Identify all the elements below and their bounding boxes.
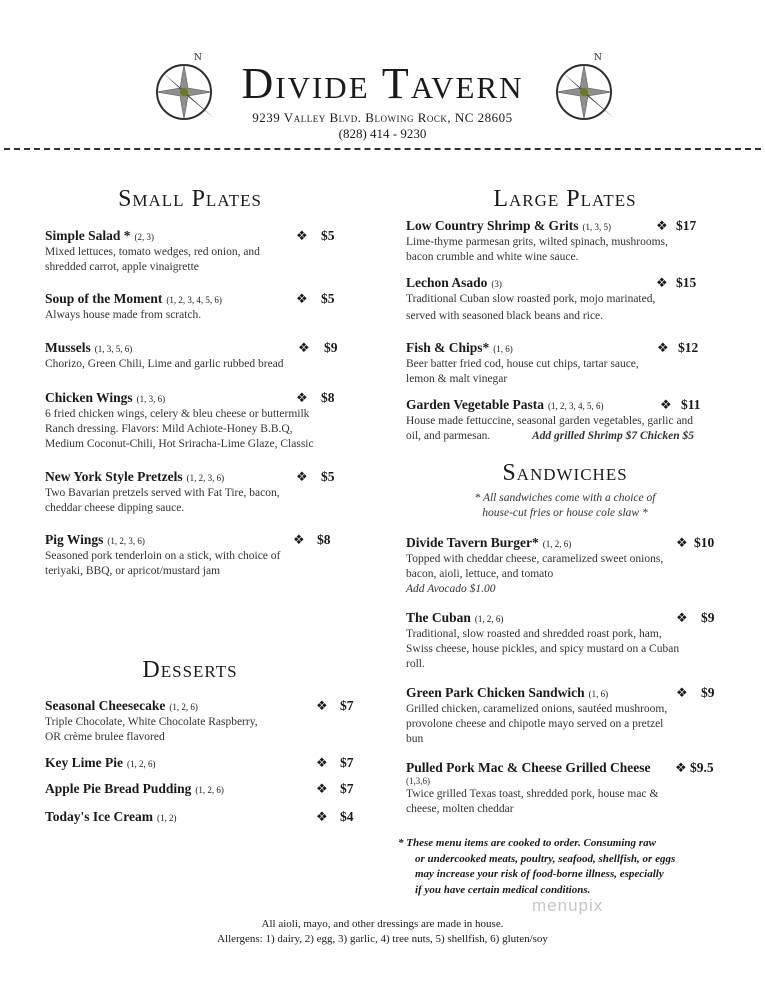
item-description: Always house made from scratch. — [45, 309, 202, 321]
item-description: lemon & malt vinegar — [406, 373, 508, 385]
sandwiches-note-line: * All sandwiches come with a choice of — [474, 492, 656, 504]
restaurant-title: Divide Tavern — [241, 59, 524, 108]
item-allergen-codes: (2, 3) — [134, 232, 155, 242]
item-price: $9 — [324, 340, 338, 355]
item-price: $9 — [701, 685, 715, 700]
disclaimer-line: * These menu items are cooked to order. Consuming raw — [398, 837, 656, 849]
large-plates-heading: Large Plates — [493, 186, 637, 212]
item-allergen-codes: (1, 3, 5) — [582, 222, 612, 232]
item-allergen-codes: (1, 2, 6) — [474, 614, 504, 624]
item-description: teriyaki, BBQ, or apricot/mustard jam — [45, 565, 221, 577]
sandwiches-note-line: house-cut fries or house cole slaw * — [482, 507, 648, 519]
diamond-bullet-icon: ❖ — [676, 610, 688, 625]
item-price: $12 — [678, 340, 699, 355]
item-description: cheese, molten cheddar — [406, 803, 514, 815]
diamond-bullet-icon: ❖ — [660, 397, 672, 412]
item-price: $5 — [321, 469, 335, 484]
item-name: Seasonal Cheesecake — [45, 698, 166, 713]
item-description: Mixed lettuces, tomato wedges, red onion, and — [45, 246, 260, 258]
item-description: roll. — [406, 658, 425, 670]
item-description: Seasoned pork tenderloin on a stick, with choice of — [45, 550, 281, 562]
item-description: Beer batter fried cod, house cut chips, tartar sauce, — [406, 358, 639, 370]
item-allergen-codes: (1, 6) — [493, 344, 513, 354]
diamond-bullet-icon: ❖ — [293, 532, 305, 547]
restaurant-address: 9239 Valley Blvd. Blowing Rock, NC 28605 — [252, 110, 513, 125]
item-price: $5 — [321, 291, 335, 306]
item-allergen-codes: (1, 6) — [588, 689, 609, 699]
item-allergen-codes: (1, 2, 6) — [195, 785, 224, 795]
watermark: menupix — [532, 896, 604, 915]
item-allergen-codes: (1, 2, 6) — [126, 759, 156, 769]
item-name: Soup of the Moment — [45, 291, 163, 306]
item-description: OR crème brulee flavored — [45, 731, 165, 743]
item-description: Medium Coconut-Chili, Hot Sriracha-Lime Glaze, Classic — [45, 438, 314, 450]
item-description: bacon crumble and white wine sauce. — [406, 251, 579, 263]
allergen-legend: Allergens: 1) dairy, 2) egg, 3) garlic, 4) tree nuts, 5) shellfish, 6) gluten/soy — [217, 933, 548, 945]
item-allergen-codes: (1, 3, 6) — [136, 394, 166, 404]
item-description: Ranch dressing. Flavors: Mild Achiote-Honey B.B.Q, — [45, 423, 293, 435]
item-description: provolone cheese and chipotle mayo served on a pretzel — [406, 718, 664, 730]
restaurant-phone: (828) 414 - 9230 — [338, 126, 427, 141]
item-description — [406, 429, 736, 444]
svg-text:N: N — [594, 53, 602, 63]
diamond-bullet-icon: ❖ — [675, 760, 687, 775]
item-allergen-codes: (1, 3, 5, 6) — [94, 344, 133, 354]
sandwiches-note — [410, 491, 720, 521]
item-name: Low Country Shrimp & Grits — [406, 218, 579, 233]
item-name: Garden Vegetable Pasta — [406, 397, 544, 412]
item-price: $8 — [317, 532, 331, 547]
diamond-bullet-icon: ❖ — [316, 755, 328, 770]
item-allergen-codes: (3) — [491, 279, 502, 289]
item-description: bun — [406, 733, 424, 745]
item-name: Fish & Chips* — [406, 340, 490, 355]
item-price: $7 — [340, 698, 354, 713]
item-description: shredded carrot, apple vinaigrette — [45, 261, 199, 273]
menu-item — [45, 809, 345, 826]
item-allergen-codes: (1, 2, 3, 4, 5, 6) — [166, 295, 222, 305]
item-description: cheddar cheese dipping sauce. — [45, 502, 185, 514]
diamond-bullet-icon: ❖ — [316, 698, 328, 713]
item-description: Two Bavarian pretzels served with Fat Tire, bacon, — [45, 487, 280, 499]
item-allergen-codes: (1, 2, 6) — [169, 702, 198, 712]
item-price: $7 — [340, 781, 354, 796]
item-name: Apple Pie Bread Pudding — [45, 781, 192, 796]
disclaimer-line: if you have certain medical conditions. — [415, 883, 591, 896]
menu-item — [45, 755, 345, 772]
item-price: $10 — [694, 535, 715, 550]
item-price: $5 — [321, 228, 335, 243]
item-description: Chorizo, Green Chili, Lime and garlic rubbed bread — [45, 358, 284, 370]
header-divider — [4, 148, 761, 150]
item-description: Twice grilled Texas toast, shredded pork, house mac & — [406, 788, 659, 800]
item-description: bacon, aioli, lettuce, and tomato — [406, 568, 554, 580]
item-name: Divide Tavern Burger* — [406, 535, 539, 550]
diamond-bullet-icon: ❖ — [676, 685, 688, 700]
item-name: Chicken Wings — [45, 390, 133, 405]
item-price: $8 — [321, 390, 335, 405]
item-description: Swiss cheese, house pickles, and spicy mustard on a Cuban — [406, 643, 680, 655]
menu-item — [45, 698, 345, 745]
item-description: Triple Chocolate, White Chocolate Raspberry, — [45, 716, 258, 728]
diamond-bullet-icon: ❖ — [316, 809, 328, 824]
svg-text:N: N — [194, 53, 202, 63]
item-description: Topped with cheddar cheese, caramelized sweet onions, — [406, 553, 664, 565]
diamond-bullet-icon: ❖ — [656, 218, 668, 233]
small-plates-heading: Small Plates — [118, 186, 262, 212]
item-name: Lechon Asado — [406, 275, 488, 290]
item-allergen-codes: (1, 2, 6) — [542, 539, 572, 549]
item-allergen-codes: (1, 2) — [157, 813, 177, 823]
item-price: $4 — [340, 809, 354, 824]
menu-item — [45, 781, 345, 798]
item-price: $15 — [676, 275, 697, 290]
item-addon: Add Avocado $1.00 — [406, 583, 496, 595]
item-description: Traditional, slow roasted and shredded roast pork, ham, — [406, 628, 662, 640]
diamond-bullet-icon: ❖ — [298, 340, 310, 355]
diamond-bullet-icon: ❖ — [296, 228, 308, 243]
item-description: Lime-thyme parmesan grits, wilted spinach, mushrooms, — [406, 236, 668, 248]
diamond-bullet-icon: ❖ — [296, 291, 308, 306]
item-allergen-codes: (1,3,6) — [406, 776, 430, 786]
item-description: Traditional Cuban slow roasted pork, mojo marinated, — [406, 293, 656, 305]
item-allergen-codes: (1, 2, 3, 4, 5, 6) — [548, 401, 604, 411]
item-name: Key Lime Pie — [45, 755, 123, 770]
diamond-bullet-icon: ❖ — [296, 390, 308, 405]
diamond-bullet-icon: ❖ — [676, 535, 688, 550]
item-name: Simple Salad * — [45, 228, 131, 243]
item-allergen-codes: (1, 2, 3, 6) — [107, 536, 145, 546]
item-description: House made fettuccine, seasonal garden vegetables, garlic and — [406, 415, 694, 427]
item-name: Pig Wings — [45, 532, 104, 547]
item-description-text: oil, and parmesan. — [406, 430, 491, 442]
food-safety-disclaimer — [398, 836, 738, 898]
item-price: $9 — [701, 610, 715, 625]
item-name: New York Style Pretzels — [45, 469, 183, 484]
item-price: $9.5 — [690, 760, 714, 775]
footer-note: All aioli, mayo, and other dressings are made in house. — [261, 918, 504, 930]
item-price: $7 — [340, 755, 354, 770]
diamond-bullet-icon: ❖ — [316, 781, 328, 796]
item-description: 6 fried chicken wings, celery & bleu cheese or buttermilk — [45, 408, 310, 420]
diamond-bullet-icon: ❖ — [656, 275, 668, 290]
diamond-bullet-icon: ❖ — [657, 340, 669, 355]
item-addon: Add grilled Shrimp $7 Chicken $5 — [532, 430, 694, 442]
item-name: Today's Ice Cream — [45, 809, 153, 824]
item-price: $11 — [681, 397, 701, 412]
item-name: The Cuban — [406, 610, 471, 625]
item-description: served with seasoned black beans and rice. — [406, 310, 604, 322]
sandwiches-heading: Sandwiches — [502, 460, 628, 486]
disclaimer-line: may increase your risk of food-borne illness, especially — [415, 868, 664, 880]
diamond-bullet-icon: ❖ — [296, 469, 308, 484]
desserts-heading: Desserts — [142, 657, 238, 683]
disclaimer-line: or undercooked meats, poultry, seafood, shellfish, or eggs — [415, 852, 676, 865]
item-name: Green Park Chicken Sandwich — [406, 685, 585, 700]
item-name: Mussels — [45, 340, 91, 355]
item-allergen-codes: (1, 2, 3, 6) — [186, 473, 225, 483]
item-price: $17 — [676, 218, 697, 233]
item-name: Pulled Pork Mac & Cheese Grilled Cheese — [406, 760, 651, 775]
item-description: Grilled chicken, caramelized onions, sautéed mushroom, — [406, 703, 668, 715]
